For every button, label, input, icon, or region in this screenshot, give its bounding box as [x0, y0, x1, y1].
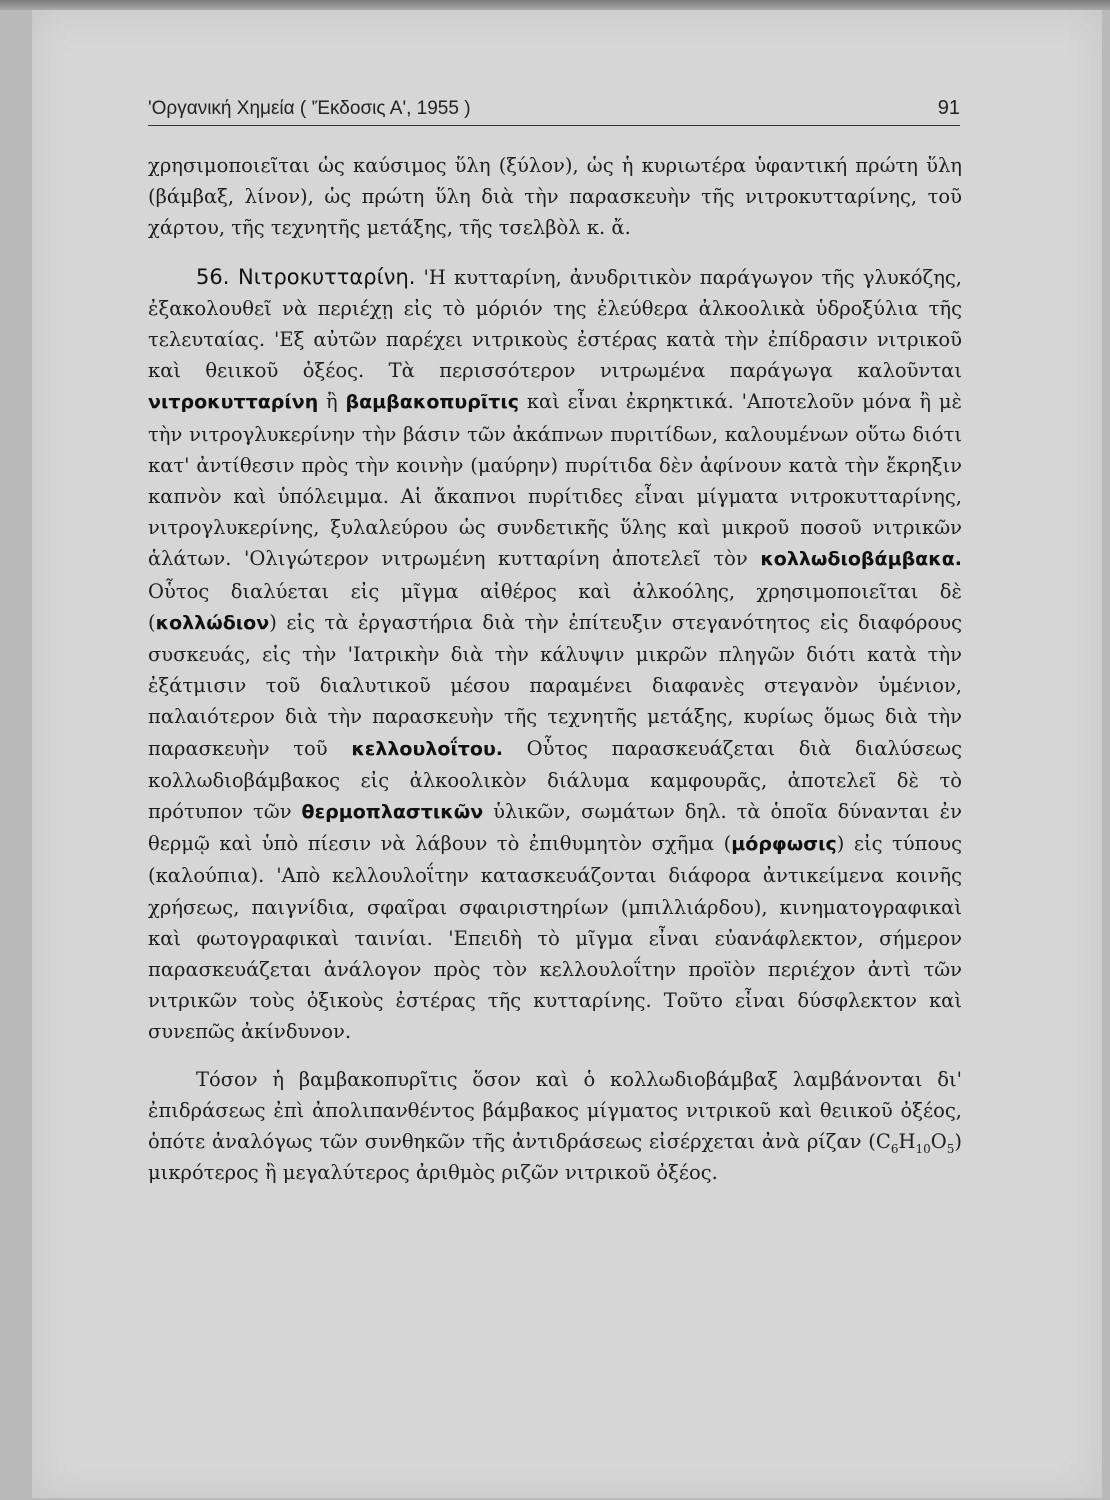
formula-subscript-c: 6	[890, 1141, 899, 1156]
section-text-8: ) εἰς τύπους (καλούπια). 'Απὸ κελλουλοΐτην κατασκευάζονται διάφορα ἀντικείμενα κοινῆς χρήσεως, παιγνίδια, σφαῖραι σφαιριστηρίων (μπιλλιάρδου), κινηματογραφικαὶ καὶ φωτογραφικαὶ ταινίαι. 'Επειδὴ τὸ μῖγμα εἶναι εὐανάφλεκτον, σήμερον παρασκευάζεται ἀνάλογον πρὸς τὸν κελλουλοΐτην προϊὸν περιέχον ἀντὶ τῶν νιτρικῶν τοὺς ὀξικοὺς ἐστέρας τῆς κυτταρίνης. Τοῦτο εἶναι δύσφλεκτον καὶ συνεπῶς ἀκίνδυνον.	[148, 832, 962, 1044]
scan-edge	[0, 0, 1110, 10]
section-text-6: Οὗτος παρασκευάζεται διὰ διαλύσεως κολλωδιοβάμβακος εἰς ἀλκοολικὸν διάλυμα καμφουρᾶς, ἀποτελεῖ δὲ τὸ πρότυπον τῶν	[148, 736, 963, 824]
formula-text-b: ) μικρότερος ἢ μεγαλύτερος ἀριθμὸς ριζῶν νιτρικοῦ ὀξέος.	[148, 1130, 962, 1185]
term-collodion-cotton: κολλωδιοβάμβακα.	[760, 548, 962, 571]
section-56	[148, 262, 962, 1048]
term-nitrocellulose: νιτροκυτταρίνη	[148, 391, 319, 414]
paragraph-continuation: χρησιμοποιεῖται ὡς καύσιμος ὕλη (ξύλον), ὡς ἡ κυριωτέρα ὑφαντική πρώτη ὕλη (βάμβαξ, λίνον), ὡς πρώτη ὕλη διὰ τὴν παρασκευὴν τῆς νιτροκυτταρίνης, τοῦ χάρτου, τῆς τεχνητῆς μετάξης, τῆς τσελβὸλ κ. ἄ.	[148, 154, 962, 240]
paragraph-preparation	[148, 1064, 962, 1189]
page-number: 91	[937, 97, 960, 119]
section-heading: 56. Νιτροκυτταρίνη.	[196, 264, 416, 289]
section-text-7: ὑλικῶν, σωμάτων δηλ. τὰ ὁποῖα δύνανται ἐν θερμῷ καὶ ὑπὸ πίεσιν νὰ λάβουν τὸ ἐπιθυμητὸν σχῆμα (	[148, 800, 962, 856]
section-text-4: Οὗτος διαλύεται εἰς μῖγμα αἰθέρος καὶ ἀλκοόλης, χρησιμοποιεῖται δὲ (	[148, 579, 962, 634]
term-celluloid: κελλουλοΐτου.	[351, 737, 504, 760]
running-title: 'Οργανική Χημεία ( 'Έκδοσις Α', 1955 )	[148, 98, 471, 119]
formula-h: H	[898, 1130, 916, 1154]
formula-subscript-h: 10	[915, 1141, 931, 1156]
section-text-3: καὶ εἶναι ἐκρηκτικά. 'Αποτελοῦν μόνα ἢ μὲ τὴν νιτρογλυκερίνην τὴν βάσιν τῶν ἀκάπνων πυριτίδων, καλουμένων οὕτω διότι κατ' ἀντίθεσιν πρὸς τὴν κοινὴν (μαύρην) πυρίτιδα δὲν ἀφίνουν κατὰ τὴν ἔκρηξιν καπνὸν καὶ ὑπόλειμμα. Αἱ ἄκαπνοι πυρίτιδες εἶναι μίγματα νιτροκυτταρίνης, νιτρογλυκερίνης, ξυλαλεύρου ὡς συνδετικῆς ὕλης καὶ μικροῦ ποσοῦ νιτρικῶν ἁλάτων. 'Ολιγώτερον νιτρωμένη κυτταρίνη ἀποτελεῖ τὸν	[148, 390, 962, 571]
term-molding: μόρφωσις	[731, 833, 837, 856]
running-header	[148, 97, 960, 126]
formula-text-a: Τόσον ἡ βαμβακοπυρῖτις ὅσον καὶ ὁ κολλωδιοβάμβαξ λαμβάνονται δι' ἐπιδράσεως ἐπὶ ἀπολιπανθέντος βάμβακος μίγματος νιτρικοῦ καὶ θειικοῦ ὀξέος, ὁπότε ἀναλόγως τῶν συνθηκῶν τῆς ἀντιδράσεως εἰσέρχεται ἀνὰ ρίζαν (C	[148, 1067, 962, 1154]
term-collodion: κολλώδιον	[155, 611, 270, 634]
term-guncotton: βαμβακοπυρῖτις	[345, 391, 520, 414]
term-thermoplastics: θερμοπλαστικῶν	[301, 801, 484, 824]
formula-o: O	[930, 1130, 947, 1154]
section-text-1: 'Η κυτταρίνη, ἀνυδριτικὸν παράγωγον τῆς γλυκόζης, ἐξακολουθεῖ νὰ περιέχῃ εἰς τὸ μόριόν της ἐλεύθερα ἀλκοολικὰ ὑδροξύλια τῆς τελευταίας. 'Εξ αὐτῶν παρέχει νιτρικοὺς ἐστέρας κατὰ τὴν ἐπίδρασιν νιτρικοῦ καὶ θειικοῦ ὀξέος. Τὰ περισσότερον νιτρωμένα παράγωγα καλοῦνται	[148, 265, 962, 383]
section-text-5: ) εἰς τὰ ἐργαστήρια διὰ τὴν ἐπίτευξιν στεγανότητος εἰς διαφόρους συσκευάς, εἰς τὴν 'Ιατρικὴν διὰ τὴν κάλυψιν μικρῶν πληγῶν διότι κατὰ τὴν ἐξάτμισιν τοῦ διαλυτικοῦ μέσου παραμένει διαφανὲς στεγανὸν ὑμένιον, παλαιότερον διὰ τὴν παρασκευὴν τῆς τεχνητῆς μετάξης, κυρίως ὅμως διὰ τὴν παρασκευὴν τοῦ	[148, 610, 962, 760]
page-body	[148, 150, 962, 1189]
formula-subscript-o: 5	[946, 1141, 955, 1156]
section-text-2: ἢ	[318, 390, 346, 414]
